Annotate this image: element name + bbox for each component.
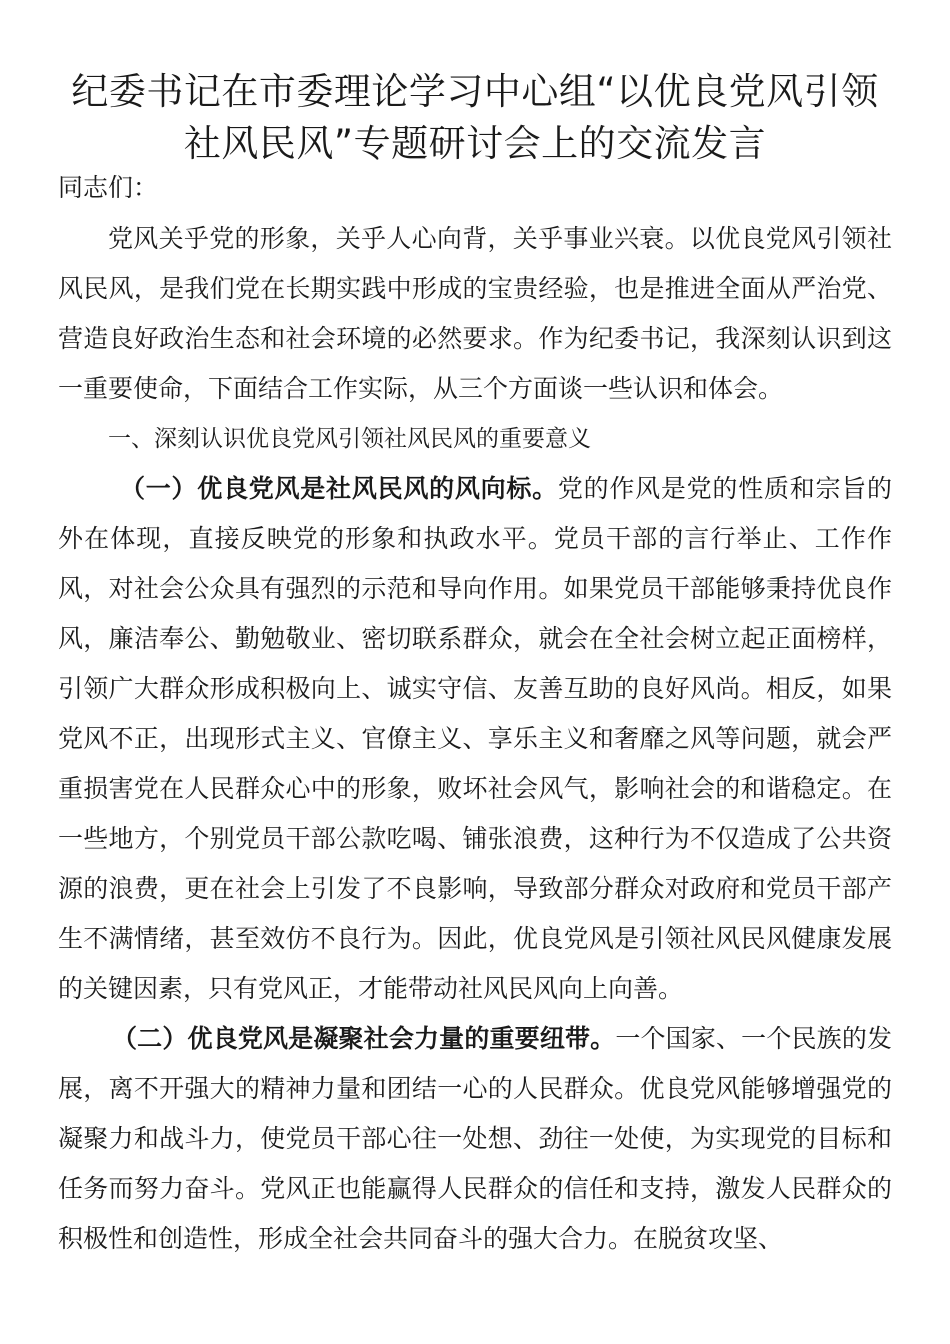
subsection-paragraph-1 (58, 464, 892, 1014)
subsection-text-2: 一个国家、一个民族的发展，离不开强大的精神力量和团结一心的人民群众。优良党风能够增强党的凝聚力和战斗力，使党员干部心往一处想、劲往一处使，为实现党的目标和任务而努力奋斗。党风正也能赢得人民群众的信任和支持，激发人民群众的积极性和创造性，形成全社会共同奋斗的强大合力。在脱贫攻坚、 (58, 1024, 892, 1253)
intro-paragraph: 党风关乎党的形象，关乎人心向背，关乎事业兴衰。以优良党风引领社风民风，是我们党在长期实践中形成的宝贵经验，也是推进全面从严治党、营造良好政治生态和社会环境的必然要求。作为纪委书记，我深刻认识到这一重要使命，下面结合工作实际，从三个方面谈一些认识和体会。 (58, 224, 892, 403)
subsection-text-1: 党的作风是党的性质和宗旨的外在体现，直接反映党的形象和执政水平。党员干部的言行举止、工作作风，对社会公众具有强烈的示范和导向作用。如果党员干部能够秉持优良作风，廉洁奉公、勤勉敬业、密切联系群众，就会在全社会树立起正面榜样，引领广大群众形成积极向上、诚实守信、友善互助的良好风尚。相反，如果党风不正，出现形式主义、官僚主义、享乐主义和奢靡之风等问题，就会严重损害党在人民群众心中的形象，败坏社会风气，影响社会的和谐稳定。在一些地方，个别党员干部公款吃喝、铺张浪费，这种行为不仅造成了公共资源的浪费，更在社会上引发了不良影响，导致部分群众对政府和党员干部产生不满情绪，甚至效仿不良行为。因此，优良党风是引领社风民风健康发展的关键因素，只有党风正，才能带动社风民风向上向善。 (58, 474, 892, 1003)
subsection-paragraph-2 (58, 1014, 892, 1264)
subsection-lead-2: （二）优良党风是凝聚社会力量的重要纽带。 (112, 1024, 616, 1053)
greeting: 同志们： (58, 173, 159, 202)
subsection-lead-1: （一）优良党风是社风民风的风向标。 (120, 474, 558, 503)
document-title: 纪委书记在市委理论学习中心组“以优良党风引领社风民风”专题研讨会上的交流发言 (71, 70, 879, 165)
document-body (58, 214, 892, 1264)
section-heading: 一、深刻认识优良党风引领社风民风的重要意义 (108, 426, 591, 452)
